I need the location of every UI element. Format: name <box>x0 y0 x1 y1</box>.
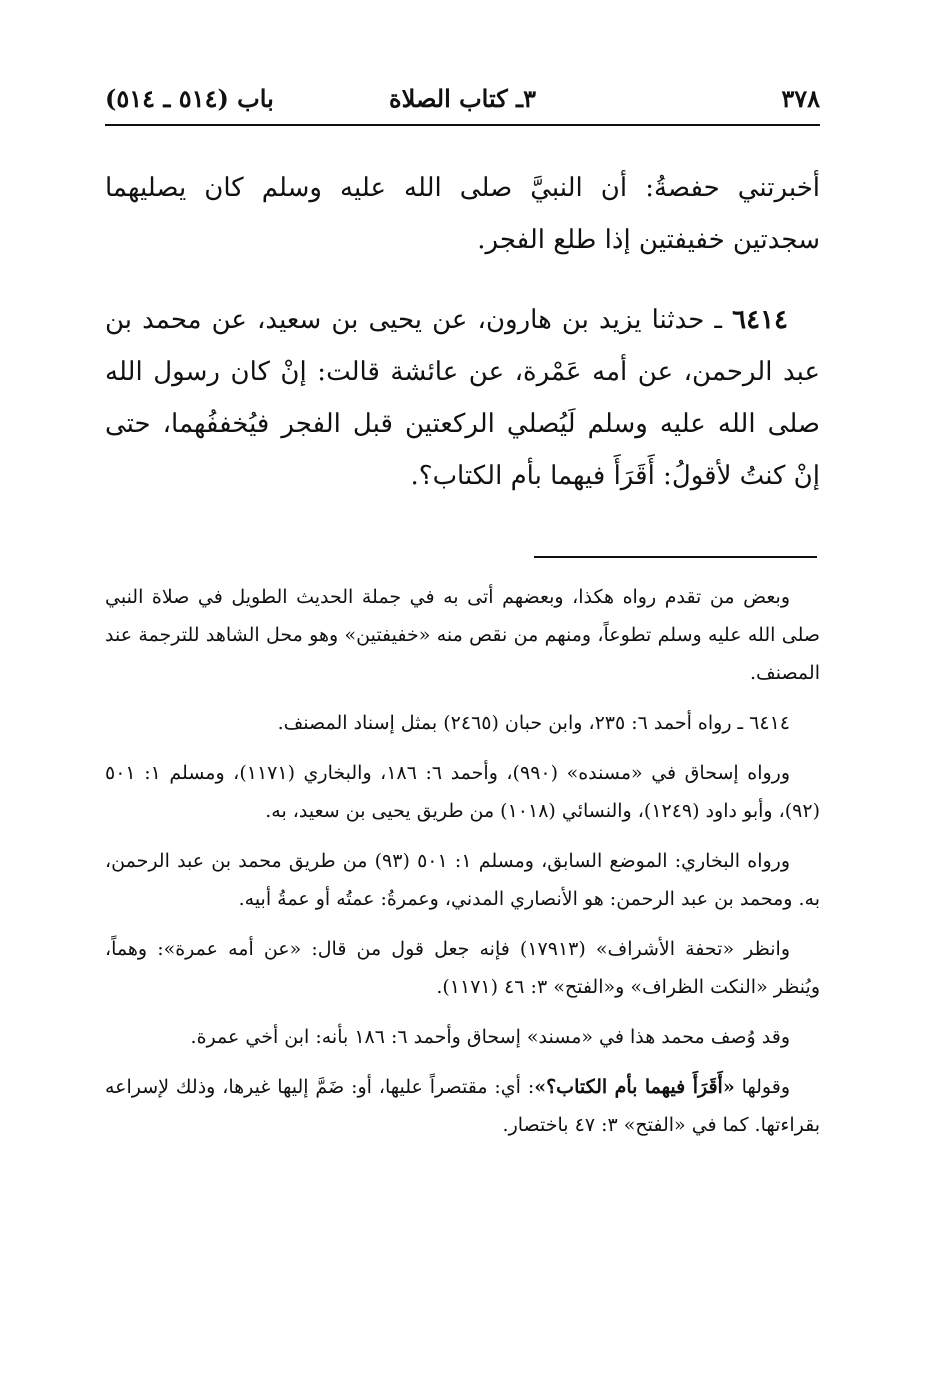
footnote-paragraph: وانظر «تحفة الأشراف» (١٧٩١٣) فإنه جعل قول من قال: «عن أمه عمرة»: وهماً، ويُنظر «النكت الظراف» و«الفتح» ٣: ٤٦ (١١٧١). <box>105 938 820 998</box>
footnote-paragraph: وبعض من تقدم رواه هكذا، وبعضهم أتى به في جملة الحديث الطويل في صلاة النبي صلى الله عليه وسلم تطوعاً، ومنهم من نقص منه «خفيفتين» وهو محل الشاهد للترجمة عند المصنف. <box>105 586 820 684</box>
page-number: ٣٧٨ <box>781 84 820 113</box>
hadith-continuation-paragraph: أخبرتني حفصةُ: أن النبيَّ صلى الله عليه وسلم كان يصليهما سجدتين خفيفتين إذا طلع الفجر. <box>105 173 820 255</box>
footnote-divider <box>534 556 817 558</box>
page-header <box>105 78 820 126</box>
footnote-paragraph: ورواه البخاري: الموضع السابق، ومسلم ١: ٥٠١ (٩٣) من طريق محمد بن عبد الرحمن، به. ومحمد بن عبد الرحمن: هو الأنصاري المدني، وعمرةُ: عمتُه أو عمةُ أبيه. <box>105 850 820 910</box>
hadith-text: ـ حدثنا يزيد بن هارون، عن يحيى بن سعيد، عن محمد بن عبد الرحمن، عن أمه عَمْرة، عن عائشة قالت: إنْ كان رسول الله صلى الله عليه وسلم لَيُصلي الركعتين قبل الفجر فيُخففُهما، حتى إنْ كنتُ لأقولُ: أَقَرَأَ فيهما بأم الكتاب؟. <box>105 305 820 491</box>
chapter-reference: باب (٥١٤ ـ ٥١٤) <box>105 84 274 113</box>
hadith-number: ٦٤١٤ <box>732 305 788 335</box>
footnote-paragraph: ورواه إسحاق في «مسنده» (٩٩٠)، وأحمد ٦: ١٨٦، والبخاري (١١٧١)، ومسلم ١: ٥٠١ (٩٢)، وأبو داود (١٢٤٩)، والنسائي (١٠١٨) من طريق يحيى بن سعيد، به. <box>105 762 820 822</box>
footnote-prefix: وقولها <box>734 1076 790 1098</box>
footnote-text: : أي: مقتصراً عليها، أو: ضَمَّ إليها غيرها، وذلك لإسراعه بقراءتها. كما في «الفتح» ٣: ٤٧ باختصار. <box>105 1076 820 1136</box>
hadith-paragraph <box>105 294 820 502</box>
footnote-paragraph: وقد وُصف محمد هذا في «مسند» إسحاق وأحمد ٦: ١٨٦ بأنه: ابن أخي عمرة. <box>190 1026 790 1048</box>
footnote-paragraph <box>105 1068 820 1144</box>
book-title: ٣ـ كتاب الصلاة <box>389 84 536 113</box>
footnotes <box>105 578 820 1156</box>
main-text <box>105 162 820 530</box>
footnote-paragraph: ٦٤١٤ ـ رواه أحمد ٦: ٢٣٥، وابن حبان (٢٤٦٥) بمثل إسناد المصنف. <box>277 712 790 734</box>
quoted-phrase: «أَقَرَأَ فيهما بأم الكتاب؟» <box>534 1076 735 1098</box>
